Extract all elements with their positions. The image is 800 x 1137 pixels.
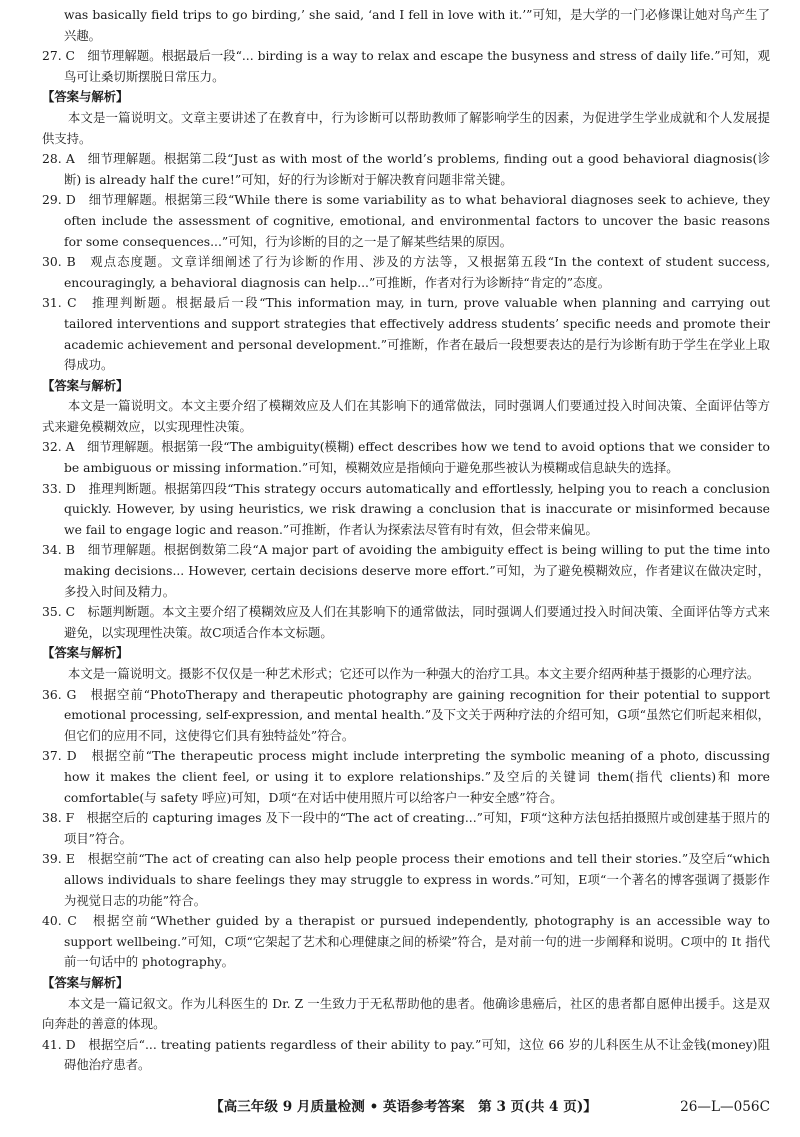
answer-item: 35. C 标题判断题。本文主要介绍了模糊效应及人们在其影响下的通常做法，同时强调人们要通过投入时间决策、全面评估等方式来避免，以实现理性决策。故C项适合作本文标题。 — [42, 605, 770, 640]
answer-item: 38. F 根据空后的 capturing images 及下一段中的“The act of creating...”可知，F项“这种方法包括拍摄照片或创建基于照片的项目”符合。 — [42, 811, 770, 846]
footer-title: 【高三年级 9 月质量检测 • 英语参考答案 第 3 页(共 4 页)】 — [210, 1099, 597, 1115]
answer-item: 40. C 根据空前“Whether guided by a therapist or pursued independently, photography is an accessible way to support wellbeing.”可知，C项“它架起了艺术和心理健康之间的桥梁”符合，是对前一句的进一步阐释和说明。C项中的 It 指代前一句话中的 photography。 — [42, 914, 770, 970]
passage-summary: 本文是一篇说明文。文章主要讲述了在教育中，行为诊断可以帮助教师了解影响学生的因素，为促进学生学业成就和个人发展提供支持。 — [42, 110, 770, 146]
answer-item: 36. G 根据空前“PhotoTherapy and therapeutic photography are gaining recognition for their potential to support emotional processing, self-expression, and mental health.”及下文关于两种疗法的介绍可知，G项“虽然它们听起来相似，但它们的应用不同，这使得它们具有独特益处”符合。 — [42, 687, 770, 743]
section-heading: 【答案与解析】 — [42, 89, 129, 105]
section-heading: 【答案与解析】 — [42, 645, 129, 661]
answer-item: 29. D 细节理解题。根据第三段“While there is some variability as to what behavioral diagnoses seek to achieve, they often include the assessment of cognitive, emotional, and environmental factors to uncover the basic reasons for some consequences...”可知，行为诊断的目的之一是了解某些结果的原因。 — [42, 193, 770, 249]
passage-summary: 本文是一篇说明文。摄影不仅仅是一种艺术形式；它还可以作为一种强大的治疗工具。本文主要介绍两种基于摄影的心理疗法。 — [68, 667, 760, 681]
continued-text: was basically field trips to go birding,’ she said, ‘and I fell in love with it.’”可知，是大学的一门必修课让她对鸟产生了兴趣。 — [64, 8, 770, 43]
footer-code: 26—L—056C — [680, 1099, 770, 1115]
answer-item: 27. C 细节理解题。根据最后一段“... birding is a way to relax and escape the busyness and stress of daily life.”可知，观鸟可让桑切斯摆脱日常压力。 — [42, 49, 770, 84]
answer-item: 31. C 推理判断题。根据最后一段“This information may, in turn, prove valuable when planning and carrying out tailored interventions and support strategies that effectively address students’ specific needs and promote their academic achievement and personal development.”可推断，作者在最后一段想要表达的是行为诊断有助于学生在学业上取得成功。 — [42, 296, 770, 373]
section-heading: 【答案与解析】 — [42, 974, 129, 990]
answer-item: 33. D 推理判断题。根据第四段“This strategy occurs automatically and effortlessly, helping you to reach a conclusion quickly. However, by using heuristics, we risk drawing a conclusion that is inaccurate or misinformed because we fail to engage logic and reason.”可推断，作者认为探索法尽管有时有效，但会带来偏见。 — [42, 481, 770, 537]
answer-item: 28. A 细节理解题。根据第二段“Just as with most of the world’s problems, finding out a good behavioral diagnosis(诊断) is already half the cure!”可知，好的行为诊断对于解决教育问题非常关键。 — [42, 152, 770, 187]
answer-item: 39. E 根据空前“The act of creating can also help people process their emotions and tell their stories.”及空后“which allows individuals to share feelings they may struggle to express in words.”可知，E项“一个著名的博客强调了摄影作为视觉日志的功能”符合。 — [42, 852, 770, 908]
answer-key-body — [42, 5, 770, 1076]
answer-item: 32. A 细节理解题。根据第一段“The ambiguity(模糊) effect describes how we tend to avoid options that we consider to be ambiguous or missing information.”可知，模糊效应是指倾向于避免那些被认为模糊或信息缺失的选择。 — [42, 440, 770, 476]
section-heading: 【答案与解析】 — [42, 377, 129, 393]
passage-summary: 本文是一篇记叙文。作为儿科医生的 Dr. Z 一生致力于无私帮助他的患者。他确诊患癌后，社区的患者都自愿伸出援手。这是双向奔赴的善意的体现。 — [42, 996, 770, 1032]
answer-item: 34. B 细节理解题。根据倒数第二段“A major part of avoiding the ambiguity effect is being willing to put the time into making decisions... However, certain decisions deserve more effort.”可知，为了避免模糊效应，作者建议在做决定时，多投入时间及精力。 — [42, 543, 770, 599]
answer-item: 30. B 观点态度题。文章详细阐述了行为诊断的作用、涉及的方法等，又根据第五段“In the context of student success, encouragingly, a behavioral diagnosis can help...”可推断，作者对行为诊断持“肯定的”态度。 — [42, 255, 770, 290]
passage-summary: 本文是一篇说明文。本文主要介绍了模糊效应及人们在其影响下的通常做法，同时强调人们要通过投入时间决策、全面评估等方式来避免模糊效应，以实现理性决策。 — [42, 399, 770, 434]
answer-item: 37. D 根据空前“The therapeutic process might include interpreting the symbolic meaning of a photo, discussing how it makes the client feel, or using it to explore relationships.”及空后的关键词 them(指代 clients)和 more comfortable(与 safety 呼应)可知，D项“在对话中使用照片可以给客户一种安全感”符合。 — [42, 749, 770, 805]
answer-item: 41. D 根据空后“... treating patients regardless of their ability to pay.”可知，这位 66 岁的儿科医生从不让金钱(money)阻碍他治疗患者。 — [42, 1037, 770, 1073]
